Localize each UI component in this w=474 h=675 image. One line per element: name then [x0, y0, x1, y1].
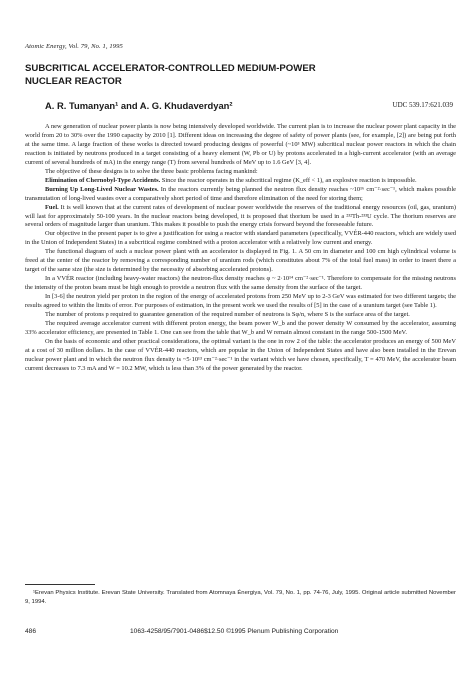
heading-safety: Elimination of Chernobyl-Type Accidents.	[45, 176, 161, 184]
footnote-text: ¹Erevan Physics Institute. Erevan State University. Translated from Atomnaya Énergiya, Vol. 79, No. 1, pp. 74-76, July, 1995. Original article submitted November 9, 1994.	[25, 590, 456, 605]
paragraph-yield: In [3-6] the neutron yield per proton in the region of the energy of accelerated protons from 250 MeV up to 2-3 GeV was estimated for two different targets; the results agreed to within the limits of error. For purposes of estimation, in the present work we used the results of [5] in the case of a uranium target (see Table 1).	[25, 293, 456, 310]
paragraph-diagram: The functional diagram of such a nuclear power plant with an accelerator is displayed in Fig. 1. A 50 cm in diameter and 100 cm high cylindrical volume is freed at the center of the reactor by removing a corresponding number of uranium rods (which constitutes about 7% of the total fuel mass) in order to insert there a target of the same size (the size is determined by the necessity of absorbing accelerated protons).	[25, 248, 456, 274]
footnote	[25, 589, 456, 607]
paragraph-current: The required average accelerator current with different proton energy, the beam power W_b and the power density W consumed by the accelerator, assuming 33% accelerator efficiency, are presented in Table 1. One can see from the table that W_b and W remain almost constant in the range 500-1500 MeV.	[25, 319, 456, 336]
title-line-1: SUBCRITICAL ACCELERATOR-CONTROLLED MEDIUM-POWER	[25, 63, 316, 74]
page-number: 486	[25, 628, 37, 635]
heading-fuel: Fuel.	[45, 203, 59, 211]
text-wastes: In the reactors currently being planned the neutron flux density reaches ~10¹⁶ cm⁻²·sec⁻¹, which makes possible transmutation of long-lived wastes over a comparatively short period of time and therefore elimination of the need for storing them;	[25, 185, 456, 202]
paragraph-optimal: On the basis of economic and other practical considerations, the optimal variant is the one in row 2 of the table: the accelerator produces an energy of 500 MeV at a cost of 30 million dollars. In the case of VVÉR-440 reactors, which are popular in the Union of Independent States and have also been installed in the Erevan nuclear power plant and in which the neutron flux density is ~5·10¹³ cm⁻²·sec⁻¹ in the variant which we have chosen, specifically, T = 470 MeV, the accelerator beam current decreases to 7.3 mA and W = 10.2 MW, which is less than 3% of the power generated by the reactor.	[25, 337, 456, 372]
title-line-2: NUCLEAR REACTOR	[25, 76, 122, 87]
journal-citation: Atomic Energy, Vol. 79, No. 1, 1995	[25, 43, 123, 50]
paragraph-fuel	[25, 204, 456, 231]
author-list: A. R. Tumanyan¹ and A. G. Khudaverdyan²	[45, 100, 233, 111]
paragraph-wastes	[25, 186, 456, 204]
paragraph-aim: Our objective in the present paper is to give a justification for using a reactor with standard parameters (specifically, VVÉR-440 reactors, which are widely used in the Union of Independent States) in a subcritical regime combined with a proton accelerator with a relatively low current and energy.	[25, 230, 456, 247]
article-body	[25, 123, 456, 374]
paragraph-intro: A new generation of nuclear power plants is now being intensively developed worldwide. The current plan is to increase the nuclear power plant capacity in the world from 20 to 30% over the 1990 capacity by 2010 [1]. Different ideas on increasing the degree of safety of power plants (see, for example, [2]) are being put forth at the same time. A large fraction of these works is directed toward producing designs of powerful (~10³ MW) subcritical nuclear power reactors in which the chain reaction is initiated by neutrons produced in a target consisting of a heavy element (W, Pb or U) by protons accelerated in a high-current accelerator (with an average current of several hundreds of mA) in the energy range (T) from several hundreds of MeV up to 1.6 GeV [3, 4].	[25, 123, 456, 166]
article-title	[25, 62, 455, 88]
footnote-rule	[25, 584, 95, 585]
text-fuel: It is well known that at the current rates of development of nuclear power worldwide the reserves of the traditional energy resources (oil, gas, uranium) will last for approximately 50-100 years. In the nuclear reactors being developed, it is proposed that thorium be used in a ²³²Th-²³³U cycle. The thorium reserves are several orders of magnitude larger than uranium. This makes it possible to push the energy crisis forward beyond the foreseeable future.	[25, 203, 456, 229]
heading-wastes: Burning Up Long-Lived Nuclear Wastes.	[45, 185, 159, 193]
paragraph-objective: The objective of these designs is to solve the three basic problems facing mankind:	[45, 167, 258, 175]
paragraph-flux: In a VVÉR reactor (including heavy-water reactors) the neutron-flux density reaches φ ~ 2·10¹⁴ cm⁻²·sec⁻¹. Therefore to compensate for the missing neutrons the intensity of the proton beam must be high enough to provide a neutron flux with the same density from the surface of the target.	[25, 275, 456, 292]
text-safety: Since the reactor operates in the subcritical regime (K_eff < 1), an explosive reaction is impossible.	[160, 176, 417, 184]
copyright-line: 1063-4258/95/7901-0486$12.50 ©1995 Plenum Publishing Corporation	[130, 628, 339, 635]
udc-code: UDC 539.17:621.039	[392, 101, 453, 109]
paragraph-protons: The number of protons p required to guarantee generation of the required number of neutrons is Sφ/n, where S is the surface area of the target.	[45, 311, 410, 319]
paragraph-safety	[25, 177, 456, 186]
